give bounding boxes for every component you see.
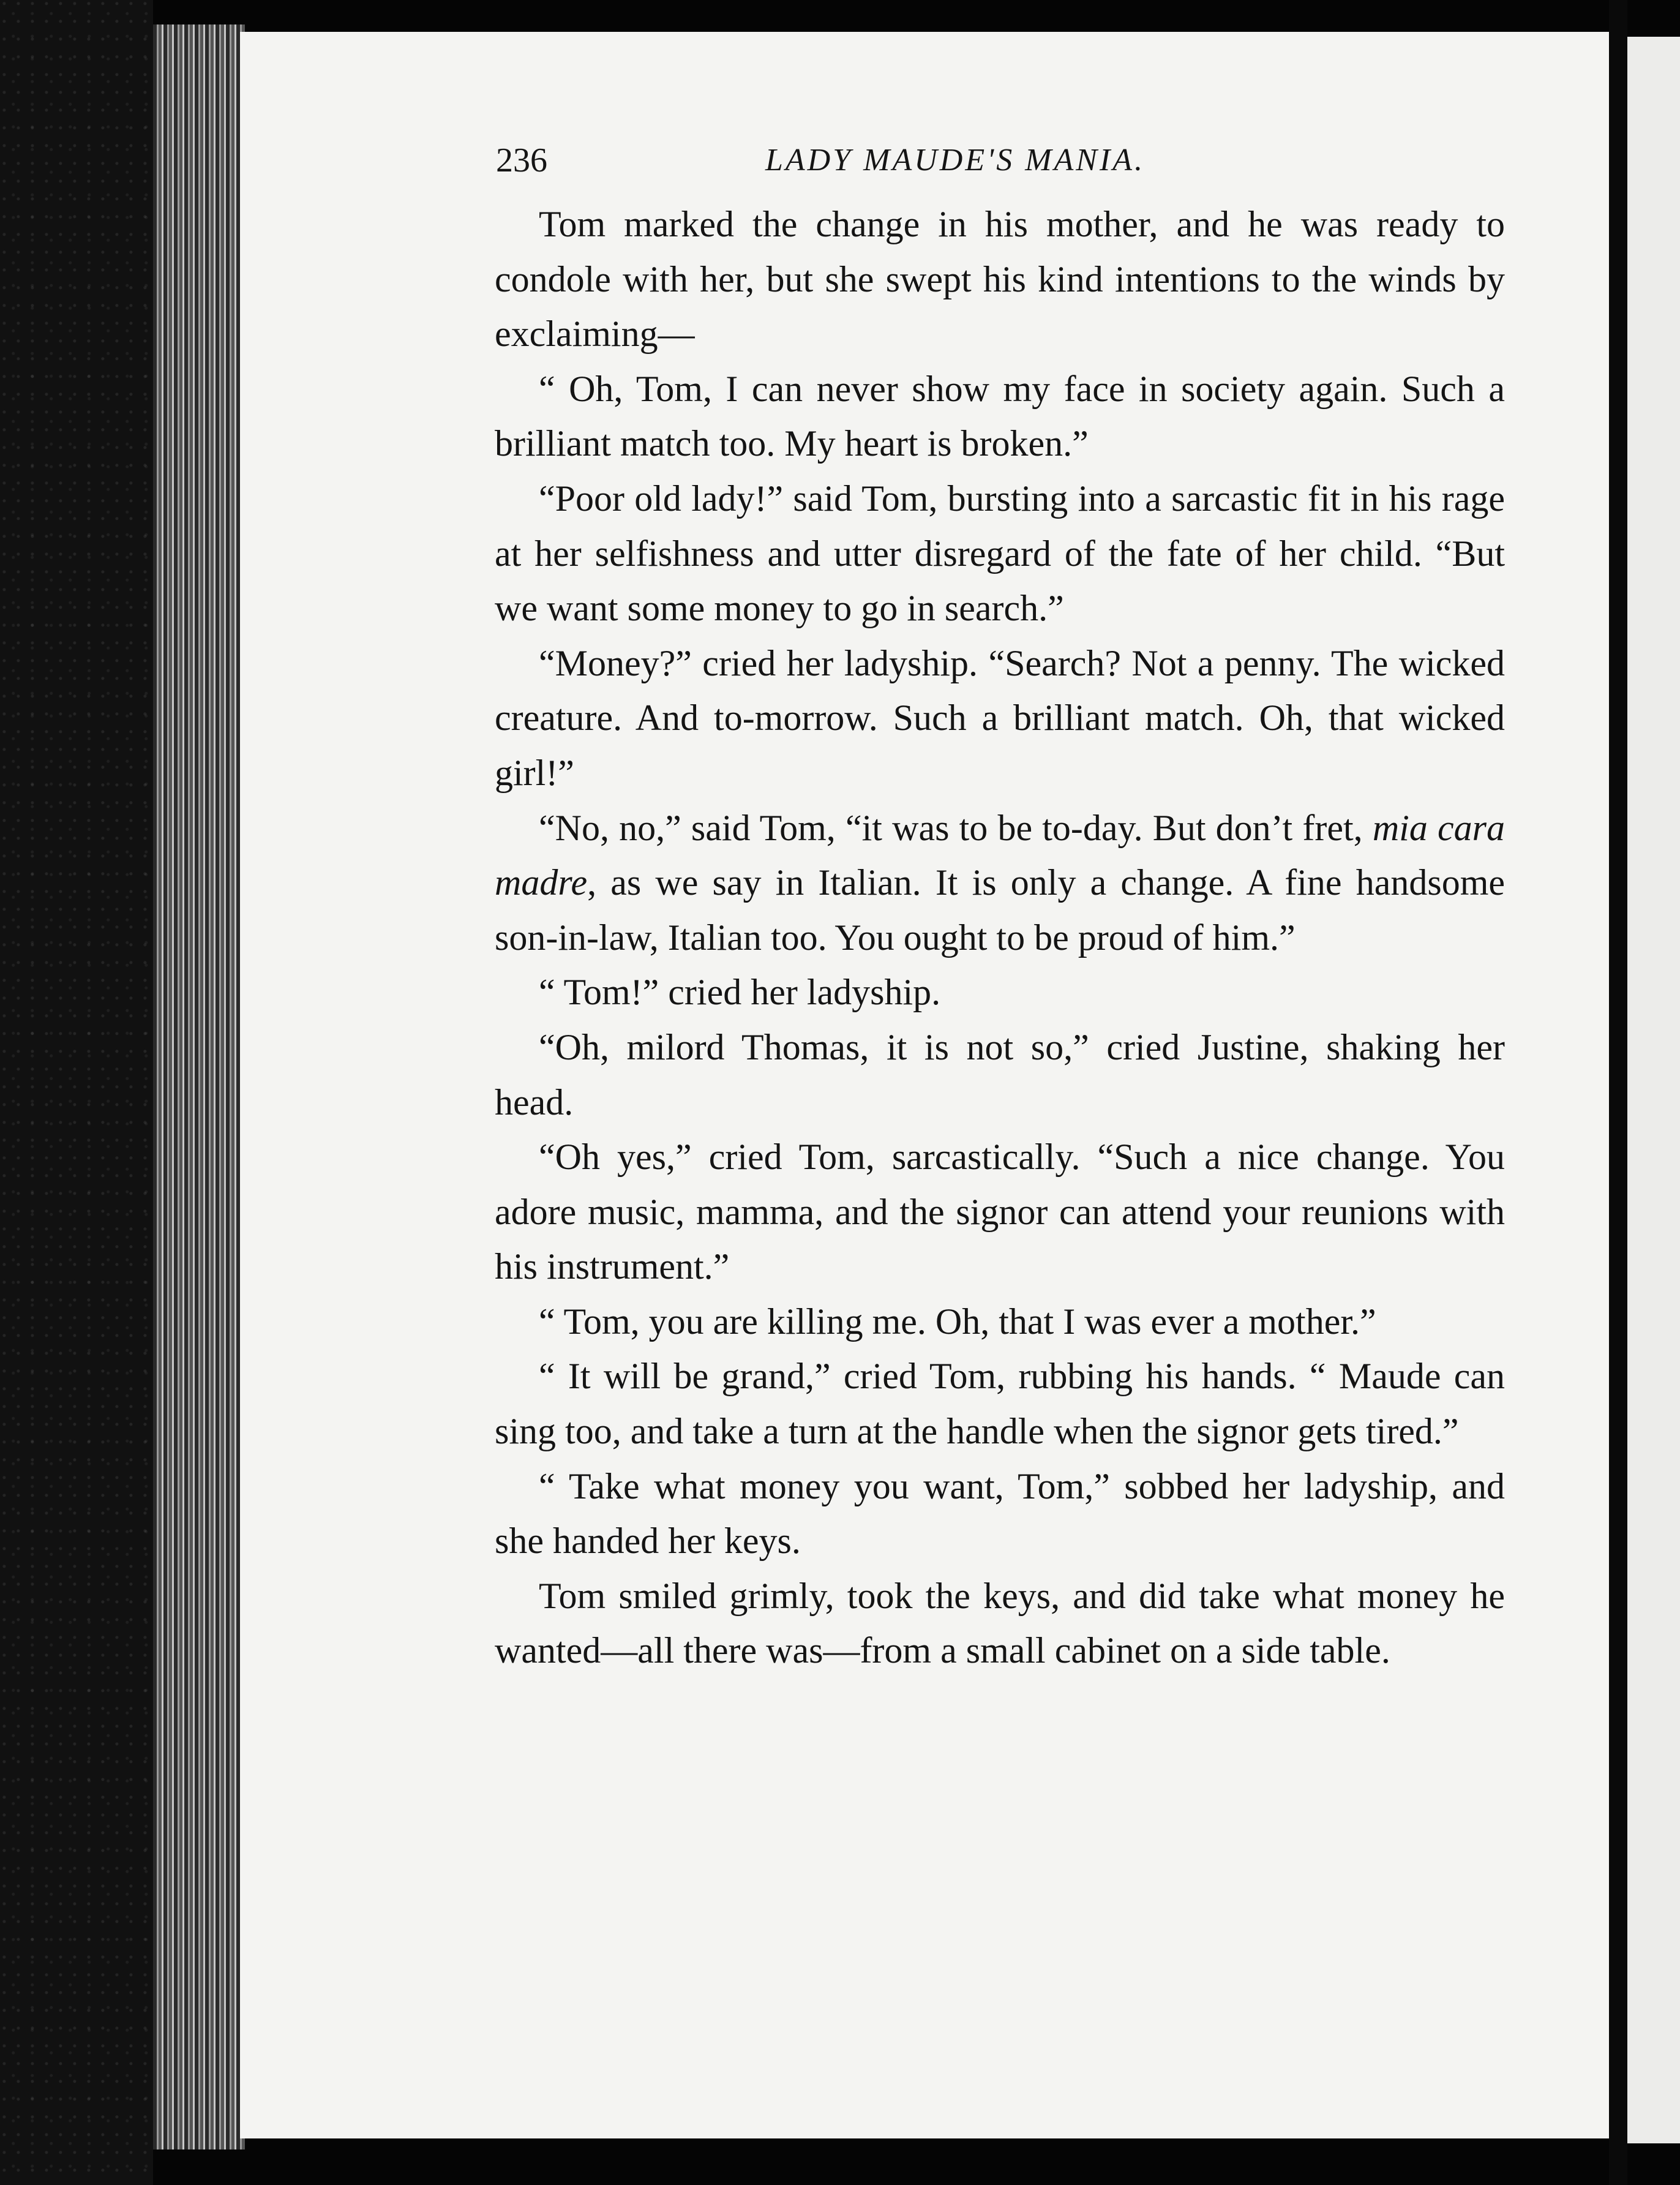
- paragraph: “Money?” cried her ladyship. “Search? Not a penny. The wicked creature. And to-morrow. Such a brilliant match. Oh, that wicked girl!”: [495, 642, 1505, 793]
- scan-left-border: [0, 0, 153, 2185]
- paragraph: “ Tom, you are killing me. Oh, that I was ever a mother.”: [539, 1301, 1376, 1342]
- paragraph: “Oh yes,” cried Tom, sarcastically. “Such a nice change. You adore music, mamma, and the signor can attend your reunions with his instrument.”: [495, 1137, 1505, 1287]
- running-title: LADY MAUDE'S MANIA.: [765, 143, 1146, 178]
- paragraph: “ Take what money you want, Tom,” sobbed her ladyship, and she handed her keys.: [495, 1465, 1505, 1562]
- page-stack-edge: [153, 24, 245, 2149]
- paragraph: Tom smiled grimly, took the keys, and did take what money he wanted—all there was—from a small cabinet on a side table.: [495, 1575, 1505, 1671]
- italic-phrase: mia cara madre: [495, 807, 1505, 903]
- paragraph: “Oh, milord Thomas, it is not so,” cried Justine, shaking her head.: [495, 1026, 1505, 1123]
- paragraph-text: , as we say in Italian. It is only a change. A fine handsome son-in-law, Italian too. You ought to be proud of him.”: [495, 862, 1505, 958]
- page-number: 236: [496, 141, 547, 179]
- paragraph: Tom marked the change in his mother, and he was ready to condole with her, but she swept his kind intentions to the winds by exclaiming—: [495, 204, 1505, 355]
- paragraph: “ Tom!” cried her ladyship.: [539, 972, 941, 1013]
- paragraph: “ It will be grand,” cried Tom, rubbing his hands. “ Maude can sing too, and take a turn at the handle when the signor gets tired.”: [495, 1356, 1505, 1452]
- paragraph-text: “No, no,” said Tom, “it was to be to-day. But don’t fret,: [539, 807, 1373, 848]
- body-text: [495, 197, 1505, 1679]
- page-header: [496, 136, 1255, 185]
- paragraph: “Poor old lady!” said Tom, bursting into a sarcastic fit in his rage at her selfishness and utter disregard of the fate of her child. “But we want some money to go in search.”: [495, 478, 1505, 629]
- paragraph: “ Oh, Tom, I can never show my face in society again. Such a brilliant match too. My heart is broken.”: [495, 368, 1505, 464]
- scan-right-gutter: [1609, 0, 1627, 2185]
- facing-page-edge: [1627, 37, 1680, 2143]
- paragraph: [495, 801, 1505, 966]
